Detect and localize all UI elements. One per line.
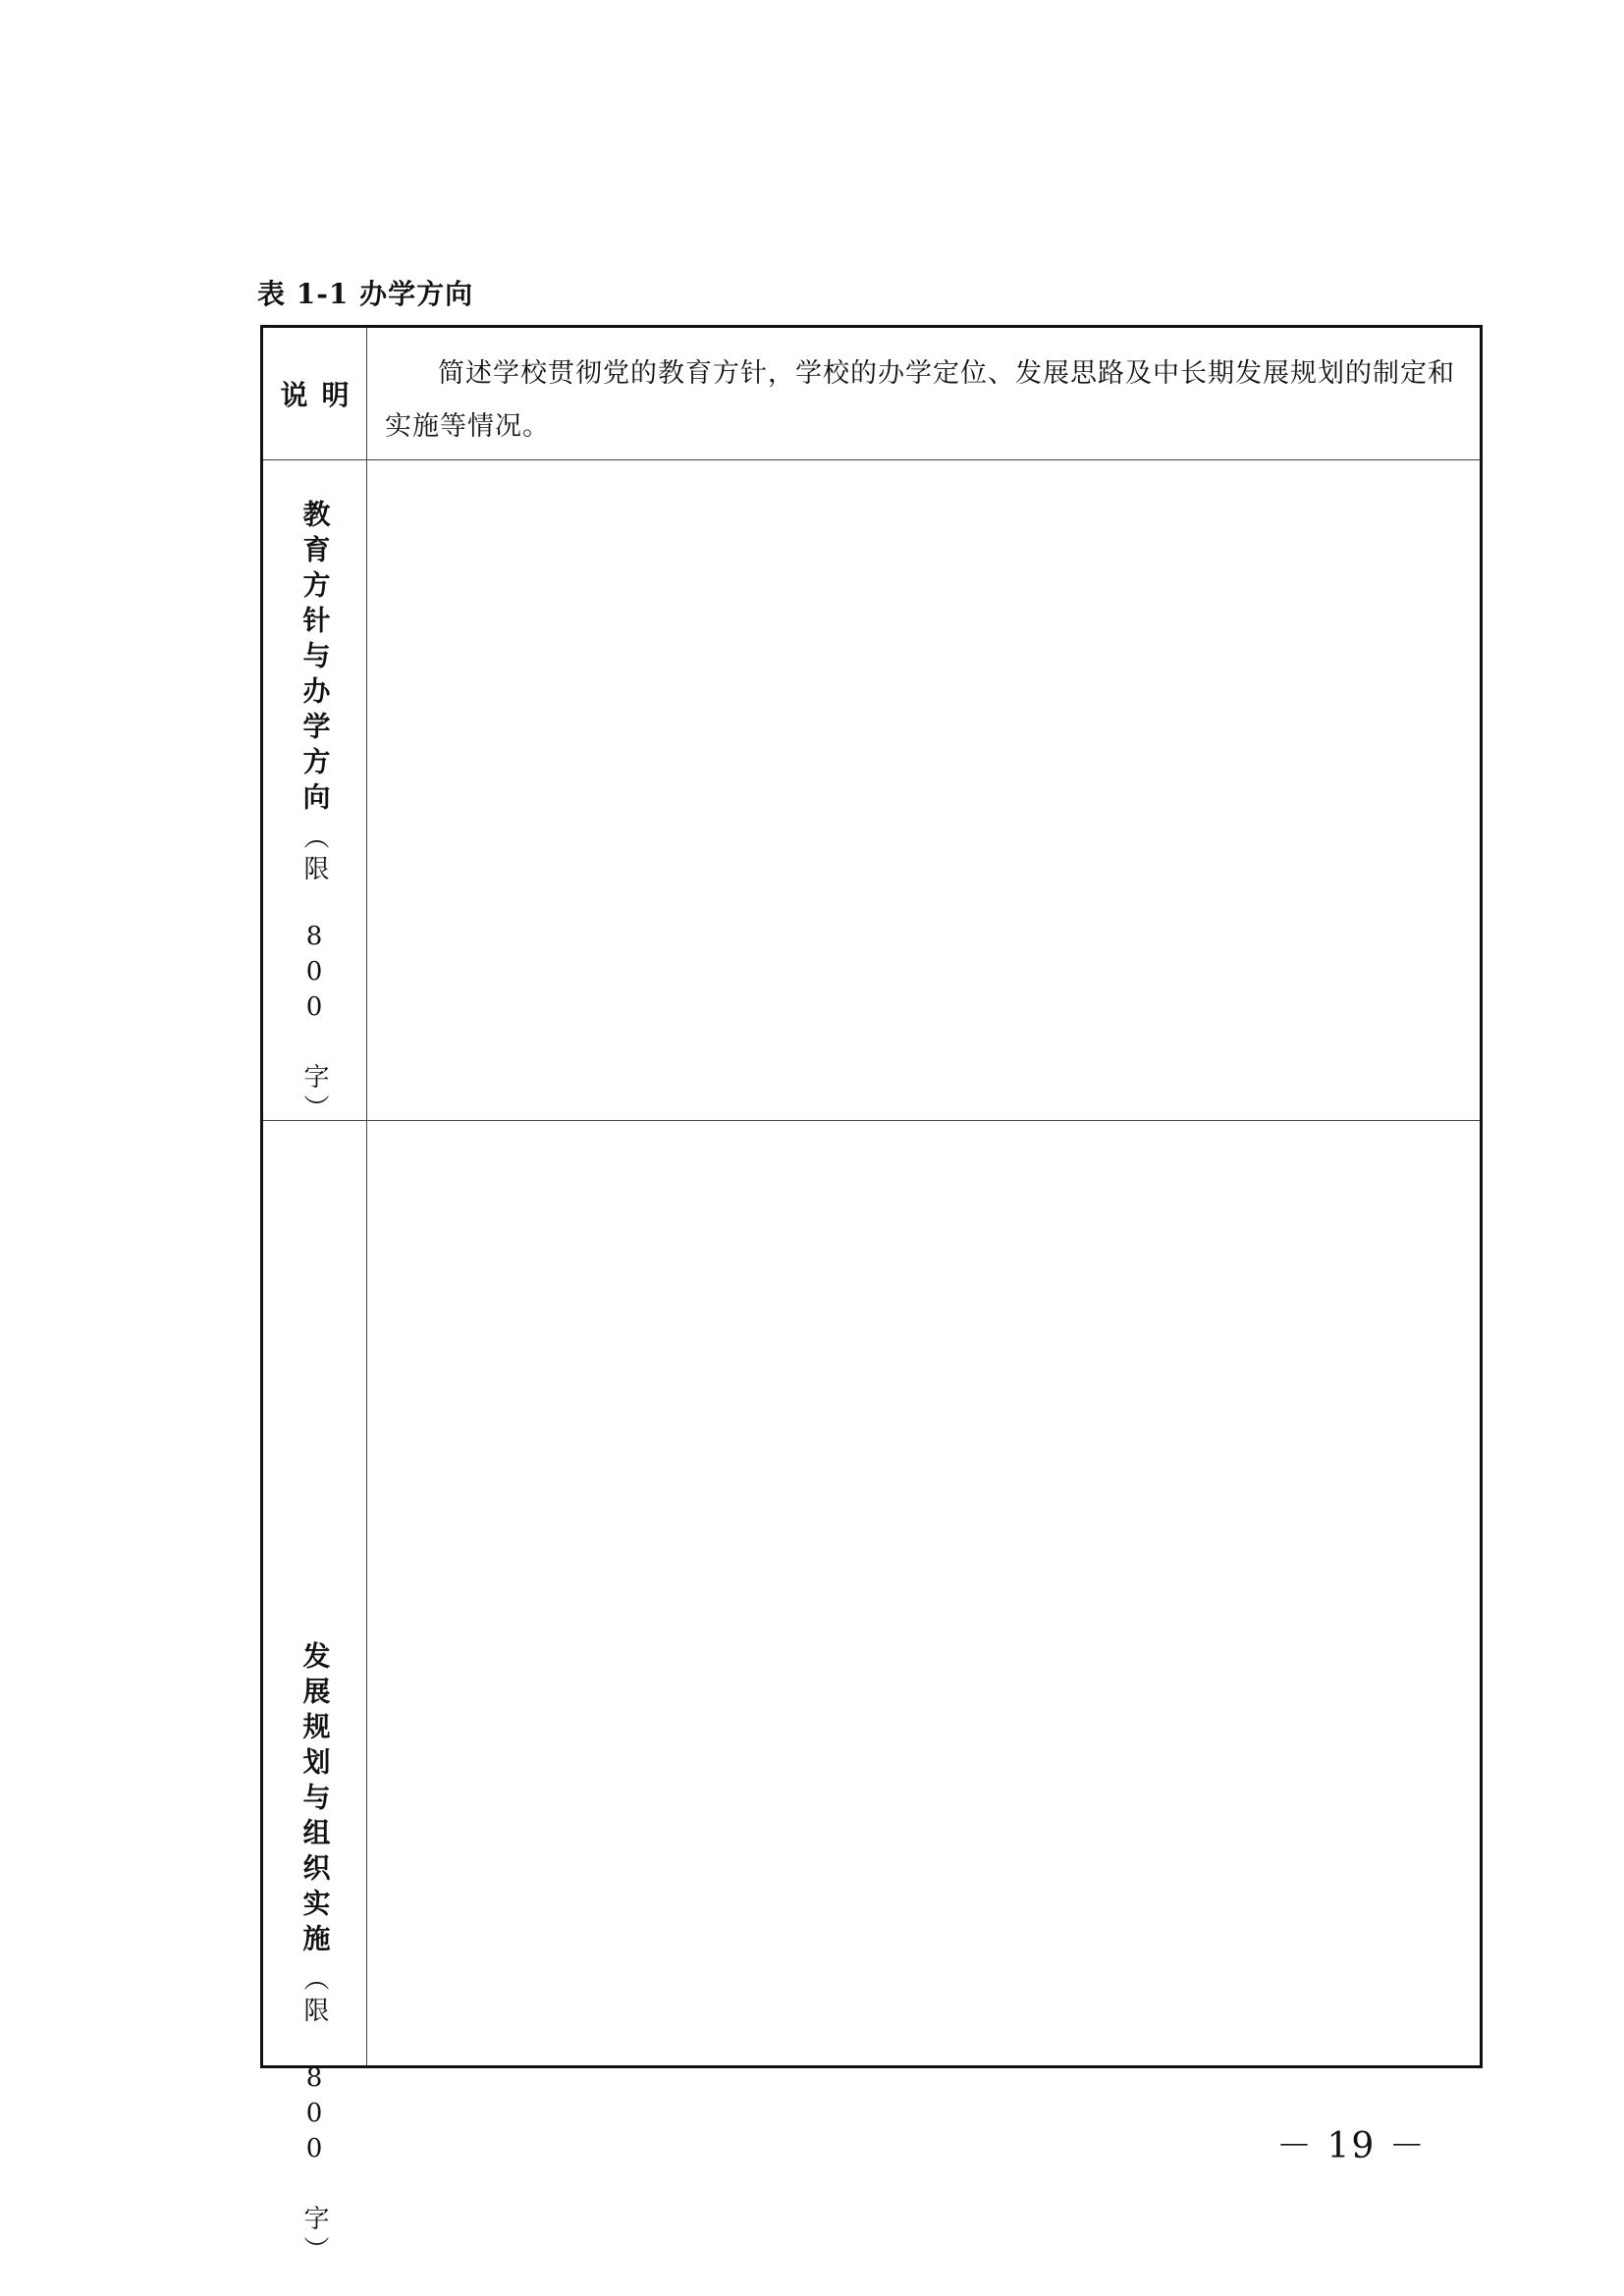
- header-label-cell: [263, 328, 367, 459]
- section-label-cell: [263, 460, 367, 1126]
- section-word-limit: （限 800 字）: [299, 824, 329, 1126]
- header-description: 简述学校贯彻党的教育方针，学校的办学定位、发展思路及中长期发展规划的制定和实施等情况。: [385, 358, 1455, 442]
- page-number: － 19 －: [1276, 2126, 1427, 2166]
- section-word-limit: （限 800 字）: [299, 1965, 329, 2268]
- table-header-row: [263, 328, 1480, 460]
- section-row-education-policy: [263, 460, 1480, 1126]
- section-input-area-education-policy[interactable]: [367, 460, 1480, 1120]
- section-label-cell: [263, 1121, 367, 2268]
- section-label: [263, 1641, 366, 2268]
- section-title: 教育方针与办学方向: [298, 500, 332, 818]
- header-label: 说明: [280, 379, 363, 411]
- section-input-area-development-plan[interactable]: [367, 1121, 1480, 2065]
- table-caption: 表 1-1 办学方向: [257, 278, 474, 310]
- header-description-cell: [367, 328, 1480, 459]
- section-title: 发展规划与组织实施: [298, 1641, 332, 1959]
- section-label: [263, 500, 366, 1126]
